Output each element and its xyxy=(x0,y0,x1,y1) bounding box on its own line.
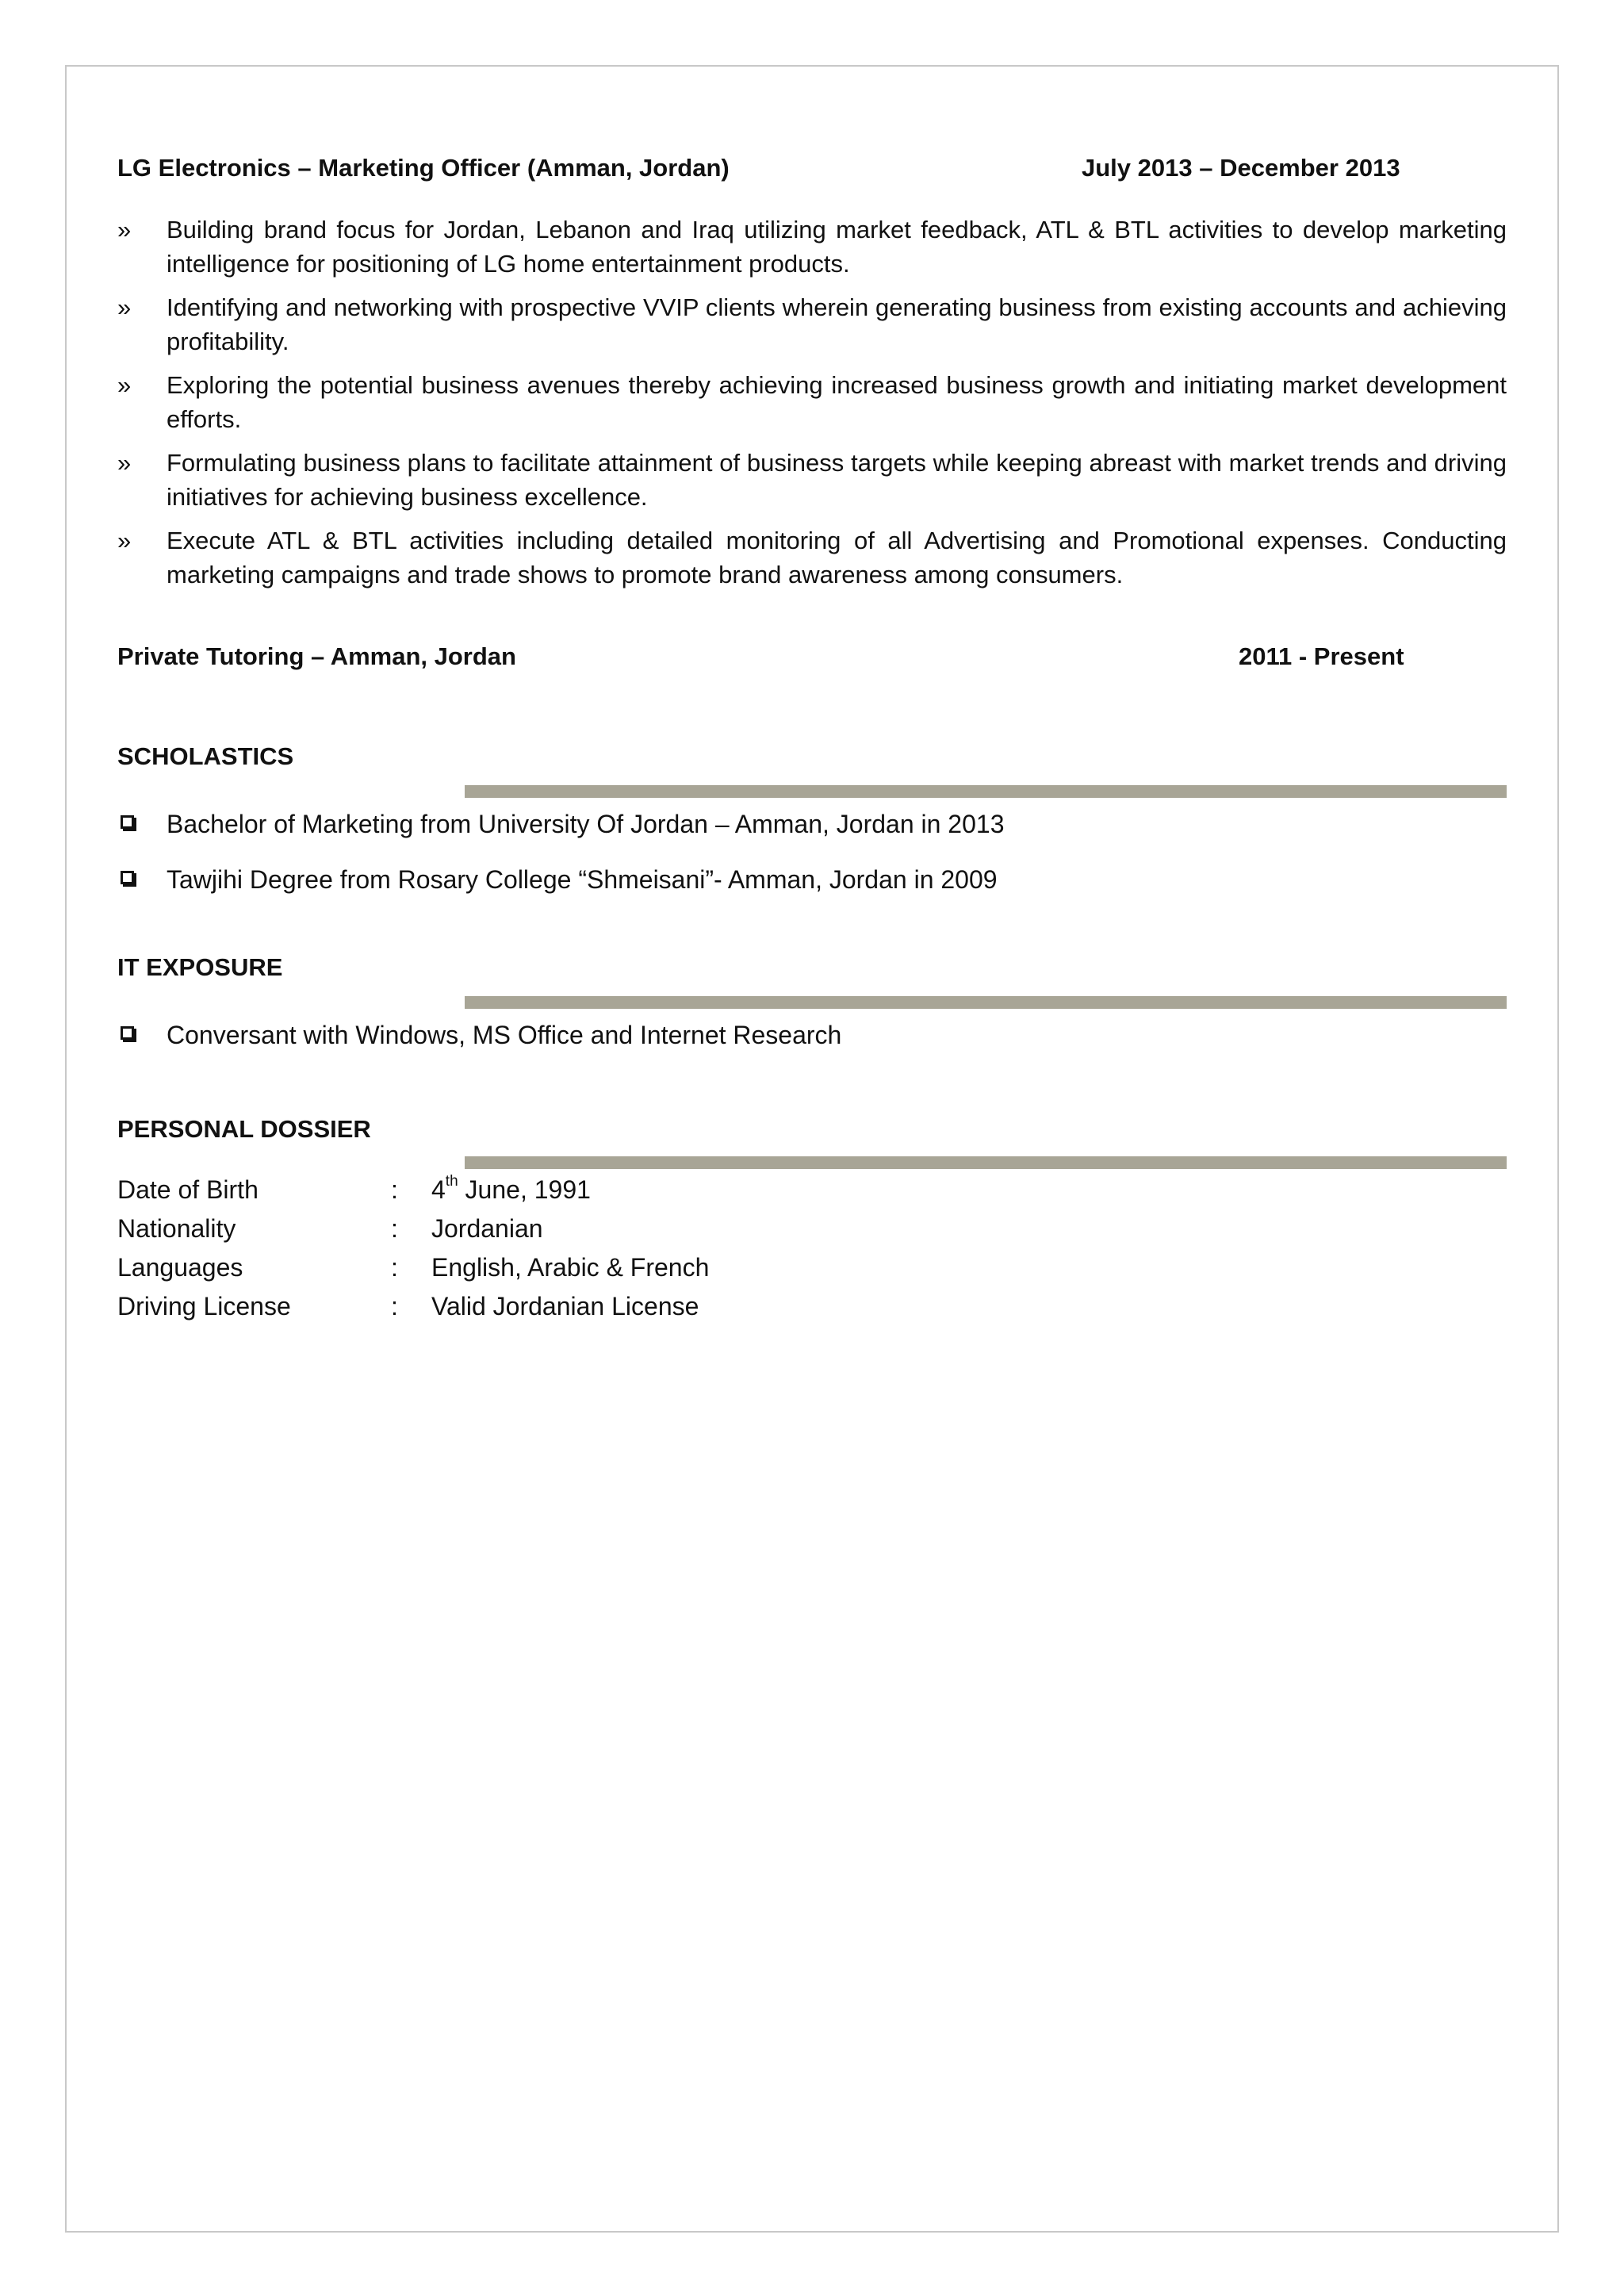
list-item xyxy=(117,446,1507,514)
dossier-separator: : xyxy=(391,1253,398,1282)
bullet-marker: » xyxy=(117,371,132,399)
list-item xyxy=(117,523,1507,592)
checkbox-bullet-icon xyxy=(121,1026,134,1040)
dossier-label: Nationality xyxy=(117,1214,236,1243)
dossier-separator: : xyxy=(391,1214,398,1243)
checkbox-bullet-icon xyxy=(121,871,134,884)
section-title-scholastics: SCHOLASTICS xyxy=(117,742,294,770)
education-text: Tawjihi Degree from Rosary College “Shmeisani”- Amman, Jordan in 2009 xyxy=(167,865,998,894)
dossier-separator: : xyxy=(391,1175,398,1204)
bullet-text: Building brand focus for Jordan, Lebanon and Iraq utilizing market feedback, ATL & BTL activities to develop marketing intelligence for positioning of LG home entertainment products. xyxy=(167,216,1507,278)
bullet-text: Exploring the potential business avenues thereby achieving increased business growth and initiating market development efforts. xyxy=(167,371,1507,433)
job-bullet-list xyxy=(117,213,1507,601)
dossier-label: Languages xyxy=(117,1253,243,1282)
job-title: Private Tutoring – Amman, Jordan xyxy=(117,642,516,670)
dossier-separator: : xyxy=(391,1292,398,1320)
bullet-text: Identifying and networking with prospective VVIP clients wherein generating business from existing accounts and achieving profitability. xyxy=(167,293,1507,355)
dob-month-year: June, 1991 xyxy=(458,1175,591,1204)
dossier-label: Date of Birth xyxy=(117,1175,259,1204)
bullet-marker: » xyxy=(117,527,132,554)
bullet-text: Formulating business plans to facilitate attainment of business targets while keeping abreast with market trends and driving initiatives for achieving business excellence. xyxy=(167,449,1507,511)
it-skill-text: Conversant with Windows, MS Office and Internet Research xyxy=(167,1021,842,1049)
bullet-text: Execute ATL & BTL activities including detailed monitoring of all Advertising and Promotional expenses. Conducting marketing campaigns and trade shows to promote brand awareness among consumers. xyxy=(167,527,1507,588)
dossier-value: Jordanian xyxy=(431,1214,543,1243)
list-item xyxy=(117,213,1507,281)
dob-ordinal: th xyxy=(445,1173,458,1190)
list-item xyxy=(117,1018,841,1052)
education-text: Bachelor of Marketing from University Of Jordan – Amman, Jordan in 2013 xyxy=(167,810,1005,838)
job-dates: 2011 - Present xyxy=(1239,642,1404,670)
bullet-marker: » xyxy=(117,216,132,243)
dossier-value: English, Arabic & French xyxy=(431,1253,710,1282)
list-item xyxy=(117,290,1507,358)
section-divider-bar xyxy=(465,1156,1507,1169)
dossier-value: Valid Jordanian License xyxy=(431,1292,699,1320)
dob-day: 4 xyxy=(431,1175,446,1204)
list-item xyxy=(117,863,998,896)
dossier-label: Driving License xyxy=(117,1292,291,1320)
bullet-marker: » xyxy=(117,293,132,321)
checkbox-bullet-icon xyxy=(121,815,134,829)
dossier-value xyxy=(431,1171,591,1209)
section-title-personal-dossier: PERSONAL DOSSIER xyxy=(117,1115,371,1143)
section-divider-bar xyxy=(465,785,1507,798)
job-title: LG Electronics – Marketing Officer (Amman, Jordan) xyxy=(117,154,730,182)
bullet-marker: » xyxy=(117,449,132,477)
section-title-it-exposure: IT EXPOSURE xyxy=(117,953,283,981)
job-dates: July 2013 – December 2013 xyxy=(1082,154,1400,182)
list-item xyxy=(117,807,1004,841)
section-divider-bar xyxy=(465,996,1507,1009)
list-item xyxy=(117,368,1507,436)
